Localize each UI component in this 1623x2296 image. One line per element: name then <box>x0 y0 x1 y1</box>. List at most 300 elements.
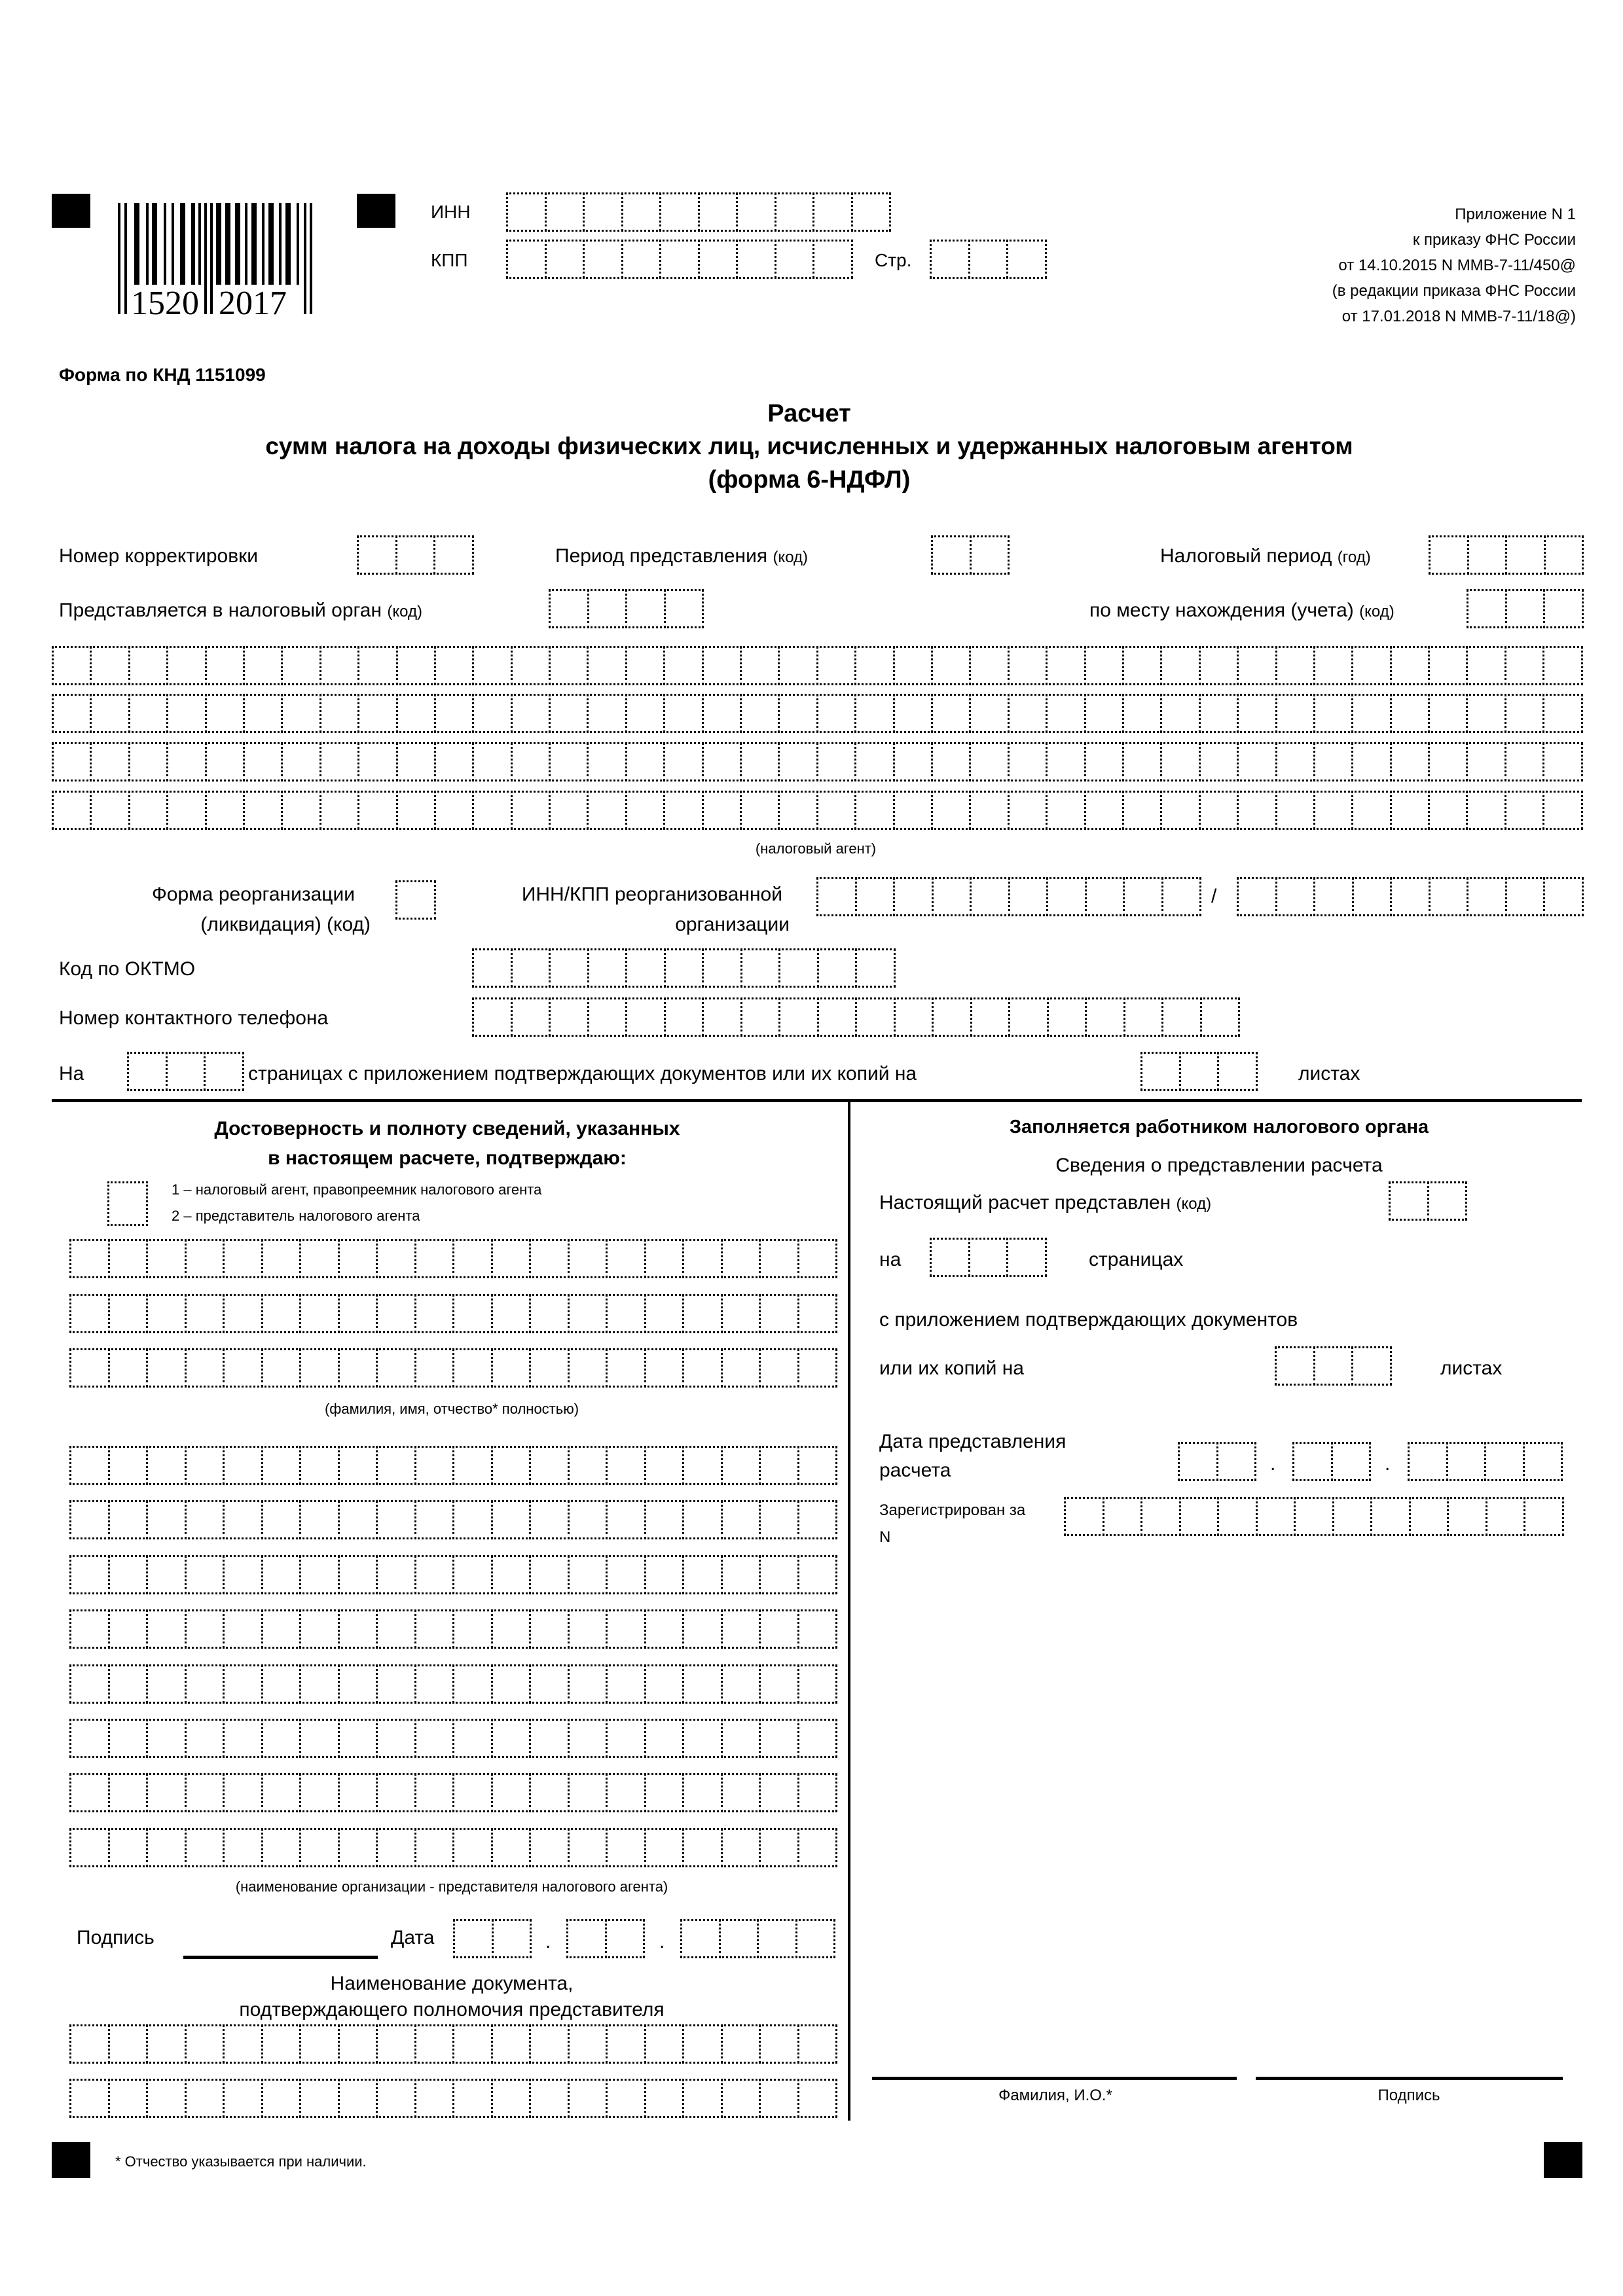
char-cell[interactable] <box>1390 791 1430 830</box>
char-cell[interactable] <box>1466 646 1506 685</box>
char-cell[interactable] <box>1544 535 1584 575</box>
char-cell[interactable] <box>453 1919 494 1958</box>
char-cell[interactable] <box>299 1294 340 1333</box>
char-cell[interactable] <box>721 2079 761 2118</box>
char-cell[interactable] <box>583 192 623 232</box>
char-cell[interactable] <box>1486 1497 1526 1536</box>
char-cell[interactable] <box>682 1500 723 1539</box>
char-cell[interactable] <box>854 694 894 733</box>
char-cell[interactable] <box>281 791 321 830</box>
char-cell[interactable] <box>698 240 739 279</box>
char-cell[interactable] <box>376 1609 416 1649</box>
char-cell[interactable] <box>759 2024 799 2064</box>
tax-period-year-field[interactable] <box>1429 535 1582 575</box>
char-cell[interactable] <box>778 948 819 988</box>
char-cell[interactable] <box>261 1239 302 1278</box>
char-cell[interactable] <box>223 1294 263 1333</box>
char-cell[interactable] <box>261 1555 302 1594</box>
char-cell[interactable] <box>698 192 739 232</box>
char-cell[interactable] <box>1542 742 1582 781</box>
char-cell[interactable] <box>759 1348 799 1388</box>
officer-name-line[interactable] <box>872 2077 1237 2080</box>
char-cell[interactable] <box>759 1828 799 1867</box>
char-cell[interactable] <box>1466 791 1506 830</box>
char-cell[interactable] <box>69 2079 110 2118</box>
rep-org-row-3[interactable] <box>69 1555 835 1594</box>
phone-field[interactable] <box>472 997 1238 1037</box>
char-cell[interactable] <box>281 646 321 685</box>
char-cell[interactable] <box>146 1239 187 1278</box>
char-cell[interactable] <box>491 1500 532 1539</box>
char-cell[interactable] <box>107 1181 148 1226</box>
char-cell[interactable] <box>702 742 742 781</box>
char-cell[interactable] <box>1084 791 1124 830</box>
char-cell[interactable] <box>1467 535 1508 575</box>
char-cell[interactable] <box>529 1555 570 1594</box>
char-cell[interactable] <box>414 2079 455 2118</box>
char-cell[interactable] <box>644 1609 685 1649</box>
char-cell[interactable] <box>511 791 551 830</box>
char-cell[interactable] <box>812 240 853 279</box>
char-cell[interactable] <box>854 742 894 781</box>
char-cell[interactable] <box>659 192 700 232</box>
char-cell[interactable] <box>606 1294 646 1333</box>
char-cell[interactable] <box>1140 1052 1181 1091</box>
char-cell[interactable] <box>1484 1442 1525 1481</box>
char-cell[interactable] <box>529 1294 570 1333</box>
char-cell[interactable] <box>223 1446 263 1485</box>
char-cell[interactable] <box>778 791 818 830</box>
office-sheets-field[interactable] <box>1275 1346 1390 1386</box>
char-cell[interactable] <box>261 1719 302 1758</box>
char-cell[interactable] <box>52 742 92 781</box>
char-cell[interactable] <box>740 948 781 988</box>
char-cell[interactable] <box>146 1773 187 1812</box>
char-cell[interactable] <box>1504 742 1544 781</box>
char-cell[interactable] <box>69 1609 110 1649</box>
char-cell[interactable] <box>702 948 742 988</box>
char-cell[interactable] <box>434 646 474 685</box>
char-cell[interactable] <box>778 997 819 1037</box>
char-cell[interactable] <box>529 1719 570 1758</box>
char-cell[interactable] <box>659 240 700 279</box>
sign-date-day[interactable] <box>453 1919 530 1958</box>
char-cell[interactable] <box>491 2024 532 2064</box>
char-cell[interactable] <box>90 791 130 830</box>
char-cell[interactable] <box>1275 742 1315 781</box>
char-cell[interactable] <box>759 1446 799 1485</box>
kpp-field[interactable] <box>506 240 851 279</box>
char-cell[interactable] <box>795 1919 836 1958</box>
officer-signature-line[interactable] <box>1256 2077 1563 2080</box>
char-cell[interactable] <box>69 1555 110 1594</box>
char-cell[interactable] <box>797 1294 838 1333</box>
char-cell[interactable] <box>299 1348 340 1388</box>
char-cell[interactable] <box>146 1664 187 1704</box>
char-cell[interactable] <box>185 1719 225 1758</box>
char-cell[interactable] <box>299 1446 340 1485</box>
reorg-inn-field[interactable] <box>816 877 1199 916</box>
char-cell[interactable] <box>1505 589 1546 628</box>
char-cell[interactable] <box>968 240 1009 279</box>
char-cell[interactable] <box>472 646 512 685</box>
char-cell[interactable] <box>414 1239 455 1278</box>
char-cell[interactable] <box>644 1828 685 1867</box>
char-cell[interactable] <box>775 192 815 232</box>
sign-date-year[interactable] <box>680 1919 833 1958</box>
char-cell[interactable] <box>549 742 589 781</box>
char-cell[interactable] <box>452 1348 493 1388</box>
signer-fio-row-1[interactable] <box>69 1239 835 1278</box>
char-cell[interactable] <box>338 1828 378 1867</box>
char-cell[interactable] <box>682 1348 723 1388</box>
char-cell[interactable] <box>1008 694 1048 733</box>
rep-org-row-5[interactable] <box>69 1664 835 1704</box>
char-cell[interactable] <box>1199 742 1239 781</box>
char-cell[interactable] <box>166 742 206 781</box>
char-cell[interactable] <box>452 1719 493 1758</box>
char-cell[interactable] <box>376 1828 416 1867</box>
char-cell[interactable] <box>568 1828 608 1867</box>
char-cell[interactable] <box>128 791 168 830</box>
char-cell[interactable] <box>702 791 742 830</box>
char-cell[interactable] <box>606 1773 646 1812</box>
char-cell[interactable] <box>108 1609 149 1649</box>
char-cell[interactable] <box>1160 694 1200 733</box>
char-cell[interactable] <box>931 791 971 830</box>
char-cell[interactable] <box>146 1446 187 1485</box>
char-cell[interactable] <box>146 1555 187 1594</box>
char-cell[interactable] <box>1351 791 1391 830</box>
rep-org-row-1[interactable] <box>69 1446 835 1485</box>
char-cell[interactable] <box>587 742 627 781</box>
char-cell[interactable] <box>243 791 283 830</box>
char-cell[interactable] <box>1313 694 1353 733</box>
char-cell[interactable] <box>146 2024 187 2064</box>
char-cell[interactable] <box>664 948 704 988</box>
char-cell[interactable] <box>969 646 1009 685</box>
char-cell[interactable] <box>108 1500 149 1539</box>
char-cell[interactable] <box>605 1919 646 1958</box>
char-cell[interactable] <box>338 2024 378 2064</box>
char-cell[interactable] <box>721 1828 761 1867</box>
char-cell[interactable] <box>1275 877 1316 916</box>
char-cell[interactable] <box>376 1446 416 1485</box>
char-cell[interactable] <box>1160 791 1200 830</box>
char-cell[interactable] <box>587 694 627 733</box>
period-code-field[interactable] <box>931 535 1008 575</box>
char-cell[interactable] <box>1161 997 1202 1037</box>
char-cell[interactable] <box>185 1500 225 1539</box>
char-cell[interactable] <box>969 694 1009 733</box>
char-cell[interactable] <box>721 1446 761 1485</box>
char-cell[interactable] <box>932 997 972 1037</box>
char-cell[interactable] <box>90 742 130 781</box>
char-cell[interactable] <box>1275 694 1315 733</box>
char-cell[interactable] <box>736 240 776 279</box>
sign-date-month[interactable] <box>566 1919 643 1958</box>
location-code-field[interactable] <box>1467 589 1582 628</box>
char-cell[interactable] <box>299 1500 340 1539</box>
char-cell[interactable] <box>931 694 971 733</box>
char-cell[interactable] <box>817 997 858 1037</box>
char-cell[interactable] <box>1467 589 1507 628</box>
char-cell[interactable] <box>1179 1052 1220 1091</box>
oktmo-field[interactable] <box>472 948 894 988</box>
char-cell[interactable] <box>568 1348 608 1388</box>
char-cell[interactable] <box>721 1664 761 1704</box>
char-cell[interactable] <box>1543 877 1584 916</box>
char-cell[interactable] <box>414 1609 455 1649</box>
char-cell[interactable] <box>261 1664 302 1704</box>
char-cell[interactable] <box>1084 742 1124 781</box>
char-cell[interactable] <box>1161 877 1202 916</box>
char-cell[interactable] <box>1427 1181 1468 1221</box>
char-cell[interactable] <box>606 1348 646 1388</box>
char-cell[interactable] <box>511 694 551 733</box>
char-cell[interactable] <box>625 791 665 830</box>
char-cell[interactable] <box>1390 694 1430 733</box>
char-cell[interactable] <box>108 1348 149 1388</box>
char-cell[interactable] <box>644 1446 685 1485</box>
char-cell[interactable] <box>223 1719 263 1758</box>
char-cell[interactable] <box>185 2024 225 2064</box>
char-cell[interactable] <box>757 1919 797 1958</box>
char-cell[interactable] <box>1275 646 1315 685</box>
char-cell[interactable] <box>1103 1497 1143 1536</box>
auth-doc-row-1[interactable] <box>69 2024 835 2064</box>
char-cell[interactable] <box>682 1294 723 1333</box>
char-cell[interactable] <box>1199 791 1239 830</box>
char-cell[interactable] <box>894 997 934 1037</box>
char-cell[interactable] <box>1217 1052 1258 1091</box>
char-cell[interactable] <box>414 1773 455 1812</box>
char-cell[interactable] <box>721 1773 761 1812</box>
char-cell[interactable] <box>817 948 858 988</box>
char-cell[interactable] <box>606 1500 646 1539</box>
char-cell[interactable] <box>395 535 436 575</box>
char-cell[interactable] <box>108 1664 149 1704</box>
rep-org-row-2[interactable] <box>69 1500 835 1539</box>
char-cell[interactable] <box>338 1664 378 1704</box>
char-cell[interactable] <box>549 997 589 1037</box>
char-cell[interactable] <box>223 1348 263 1388</box>
char-cell[interactable] <box>529 2024 570 2064</box>
char-cell[interactable] <box>108 2024 149 2064</box>
char-cell[interactable] <box>166 791 206 830</box>
char-cell[interactable] <box>1447 1497 1487 1536</box>
char-cell[interactable] <box>223 1609 263 1649</box>
char-cell[interactable] <box>69 1239 110 1278</box>
char-cell[interactable] <box>778 694 818 733</box>
char-cell[interactable] <box>851 192 892 232</box>
char-cell[interactable] <box>185 1773 225 1812</box>
char-cell[interactable] <box>816 646 856 685</box>
char-cell[interactable] <box>797 1609 838 1649</box>
char-cell[interactable] <box>243 742 283 781</box>
char-cell[interactable] <box>1084 694 1124 733</box>
char-cell[interactable] <box>338 1555 378 1594</box>
char-cell[interactable] <box>740 646 780 685</box>
char-cell[interactable] <box>621 192 662 232</box>
char-cell[interactable] <box>529 1609 570 1649</box>
char-cell[interactable] <box>396 694 436 733</box>
char-cell[interactable] <box>545 192 585 232</box>
char-cell[interactable] <box>625 589 666 628</box>
char-cell[interactable] <box>587 948 628 988</box>
char-cell[interactable] <box>1505 877 1546 916</box>
char-cell[interactable] <box>549 791 589 830</box>
char-cell[interactable] <box>568 1294 608 1333</box>
char-cell[interactable] <box>1351 646 1391 685</box>
char-cell[interactable] <box>702 694 742 733</box>
char-cell[interactable] <box>625 646 665 685</box>
char-cell[interactable] <box>452 1828 493 1867</box>
char-cell[interactable] <box>568 1719 608 1758</box>
char-cell[interactable] <box>185 1555 225 1594</box>
char-cell[interactable] <box>759 1239 799 1278</box>
char-cell[interactable] <box>319 791 359 830</box>
char-cell[interactable] <box>223 1828 263 1867</box>
char-cell[interactable] <box>529 1828 570 1867</box>
char-cell[interactable] <box>702 997 742 1037</box>
char-cell[interactable] <box>568 1555 608 1594</box>
char-cell[interactable] <box>472 742 512 781</box>
char-cell[interactable] <box>299 1664 340 1704</box>
char-cell[interactable] <box>854 646 894 685</box>
char-cell[interactable] <box>759 1294 799 1333</box>
char-cell[interactable] <box>1409 1497 1450 1536</box>
char-cell[interactable] <box>491 1348 532 1388</box>
char-cell[interactable] <box>1390 742 1430 781</box>
char-cell[interactable] <box>1046 694 1085 733</box>
char-cell[interactable] <box>357 694 397 733</box>
char-cell[interactable] <box>205 791 245 830</box>
char-cell[interactable] <box>319 742 359 781</box>
char-cell[interactable] <box>797 1348 838 1388</box>
char-cell[interactable] <box>855 877 896 916</box>
char-cell[interactable] <box>414 1555 455 1594</box>
char-cell[interactable] <box>931 535 972 575</box>
char-cell[interactable] <box>511 742 551 781</box>
char-cell[interactable] <box>1085 877 1125 916</box>
char-cell[interactable] <box>545 240 585 279</box>
char-cell[interactable] <box>644 1294 685 1333</box>
char-cell[interactable] <box>281 694 321 733</box>
char-cell[interactable] <box>166 1052 206 1091</box>
char-cell[interactable] <box>1008 742 1048 781</box>
char-cell[interactable] <box>797 1500 838 1539</box>
char-cell[interactable] <box>893 694 933 733</box>
page-number-field[interactable] <box>930 240 1045 279</box>
char-cell[interactable] <box>1006 240 1047 279</box>
char-cell[interactable] <box>223 1500 263 1539</box>
auth-doc-row-2[interactable] <box>69 2079 835 2118</box>
char-cell[interactable] <box>396 791 436 830</box>
char-cell[interactable] <box>338 1446 378 1485</box>
char-cell[interactable] <box>299 1239 340 1278</box>
char-cell[interactable] <box>621 240 662 279</box>
char-cell[interactable] <box>1370 1497 1411 1536</box>
char-cell[interactable] <box>663 646 703 685</box>
char-cell[interactable] <box>759 1500 799 1539</box>
char-cell[interactable] <box>185 1348 225 1388</box>
char-cell[interactable] <box>568 1609 608 1649</box>
char-cell[interactable] <box>797 2024 838 2064</box>
char-cell[interactable] <box>1008 646 1048 685</box>
char-cell[interactable] <box>778 646 818 685</box>
char-cell[interactable] <box>1199 646 1239 685</box>
char-cell[interactable] <box>566 1919 607 1958</box>
char-cell[interactable] <box>625 694 665 733</box>
char-cell[interactable] <box>185 2079 225 2118</box>
char-cell[interactable] <box>606 1719 646 1758</box>
char-cell[interactable] <box>529 1348 570 1388</box>
char-cell[interactable] <box>682 1664 723 1704</box>
char-cell[interactable] <box>205 742 245 781</box>
char-cell[interactable] <box>472 997 513 1037</box>
rep-org-row-6[interactable] <box>69 1719 835 1758</box>
char-cell[interactable] <box>414 1719 455 1758</box>
char-cell[interactable] <box>797 2079 838 2118</box>
char-cell[interactable] <box>1292 1442 1333 1481</box>
char-cell[interactable] <box>299 1719 340 1758</box>
signature-line[interactable] <box>183 1956 378 1959</box>
char-cell[interactable] <box>1123 877 1163 916</box>
char-cell[interactable] <box>376 2024 416 2064</box>
agent-name-row-2[interactable] <box>52 694 1581 733</box>
char-cell[interactable] <box>721 1348 761 1388</box>
char-cell[interactable] <box>568 2079 608 2118</box>
char-cell[interactable] <box>1408 1442 1448 1481</box>
char-cell[interactable] <box>376 1239 416 1278</box>
char-cell[interactable] <box>1390 646 1430 685</box>
char-cell[interactable] <box>1237 877 1277 916</box>
char-cell[interactable] <box>893 742 933 781</box>
char-cell[interactable] <box>759 1773 799 1812</box>
char-cell[interactable] <box>721 2024 761 2064</box>
char-cell[interactable] <box>506 192 547 232</box>
agent-name-row-4[interactable] <box>52 791 1581 830</box>
char-cell[interactable] <box>491 1239 532 1278</box>
char-cell[interactable] <box>376 2079 416 2118</box>
char-cell[interactable] <box>357 742 397 781</box>
char-cell[interactable] <box>816 742 856 781</box>
office-pages-field[interactable] <box>930 1238 1045 1277</box>
char-cell[interactable] <box>625 742 665 781</box>
char-cell[interactable] <box>52 646 92 685</box>
submit-date-month[interactable] <box>1292 1442 1369 1481</box>
char-cell[interactable] <box>396 646 436 685</box>
char-cell[interactable] <box>434 742 474 781</box>
char-cell[interactable] <box>338 2079 378 2118</box>
char-cell[interactable] <box>1351 1346 1392 1386</box>
char-cell[interactable] <box>395 880 436 920</box>
char-cell[interactable] <box>69 1664 110 1704</box>
char-cell[interactable] <box>1428 791 1468 830</box>
char-cell[interactable] <box>204 1052 244 1091</box>
char-cell[interactable] <box>1429 877 1469 916</box>
char-cell[interactable] <box>529 1446 570 1485</box>
char-cell[interactable] <box>108 1828 149 1867</box>
char-cell[interactable] <box>146 2079 187 2118</box>
char-cell[interactable] <box>491 1828 532 1867</box>
char-cell[interactable] <box>243 694 283 733</box>
char-cell[interactable] <box>491 1294 532 1333</box>
char-cell[interactable] <box>854 791 894 830</box>
char-cell[interactable] <box>90 646 130 685</box>
char-cell[interactable] <box>759 1664 799 1704</box>
